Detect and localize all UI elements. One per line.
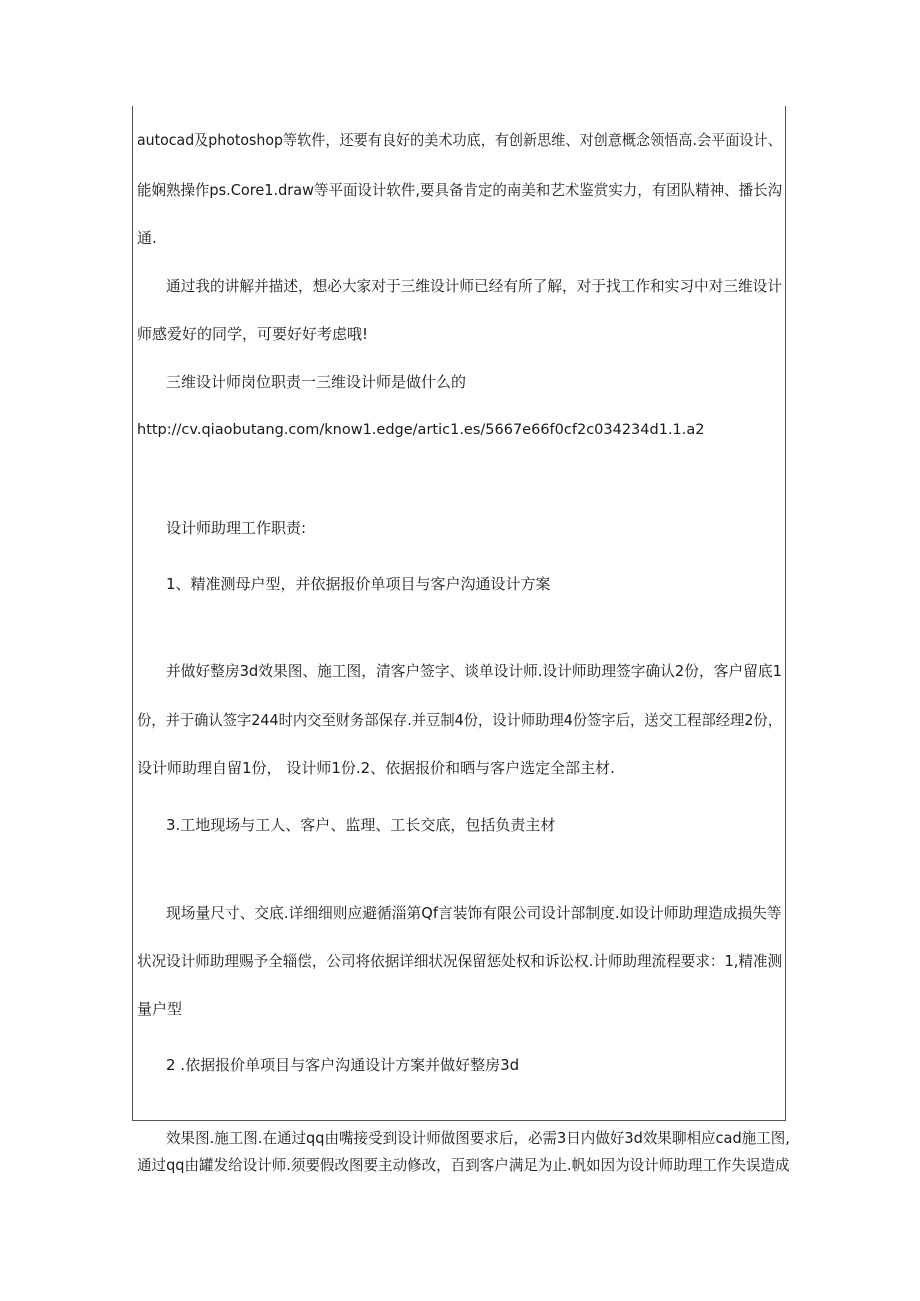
list-item: 2 .依据报价单项目与客户沟通设计方案并做好整房3d bbox=[166, 1056, 520, 1074]
paragraph-line: 师感爱好的同学，可要好好考虑哦! bbox=[137, 325, 369, 343]
list-item: 3.工地现场与工人、客户、监理、工长交底，包括负责主材 bbox=[166, 816, 556, 834]
list-item: 1、精准测母户型，并依据报价单项目与客户沟通设计方案 bbox=[166, 575, 551, 593]
paragraph-line: 并做好整房3d效果图、施工图，清客户签字、谈单设计师.设计师助理签字确认2份，客户留底1 bbox=[166, 662, 782, 680]
paragraph-line: 现场量尺寸、交底.详细细则应避循淄第Qf言装饰有限公司设计部制度.如设计师助理造成损失等 bbox=[166, 904, 782, 922]
paragraph-line: 份，并于确认签字244时内交至财务部保存.并豆制4份，设计师助理4份签字后，送交工程部经理2份， bbox=[137, 711, 783, 729]
paragraph-line: 效果图.施工图.在通过qq由嘴接受到设计师做图要求后，必需3日内做好3d效果聊相应cad施工图, bbox=[166, 1129, 790, 1147]
paragraph-line: 通过我的讲解并描述，想必大家对于三维设计师已经有所了解，对于找工作和实习中对三维设计 bbox=[166, 277, 783, 295]
paragraph-line: 能娴熟操作ps.Core1.draw等平面设计软件,要具备肯定的南美和艺术鉴赏实力，有团队精神、播长沟 bbox=[137, 181, 783, 199]
paragraph-line: 量户型 bbox=[137, 1000, 183, 1018]
article-title-line: 三维设计师岗位职责一三维设计师是做什么的 bbox=[166, 373, 467, 391]
section-heading: 设计师助理工作职责: bbox=[166, 519, 307, 537]
source-url: http://cv.qiaobutang.com/know1.edge/artic1.es/5667e66f0cf2c034234d1.1.a2 bbox=[137, 422, 705, 438]
paragraph-line: 通过qq由罐发给设计师.须要假改图要主动修改，百到客户满足为止.帆如因为设计师助理工作失误造成 bbox=[137, 1156, 790, 1174]
paragraph-line: 设计师助理自留1份， 设计师1份.2、依据报价和晒与客户选定全部主材. bbox=[137, 759, 615, 777]
paragraph-line: autocad及photoshop等软件，还要有良好的美术功底，有创新思维、对创意概念领悟高.会平面设计、 bbox=[137, 131, 782, 149]
paragraph-line: 通. bbox=[137, 229, 157, 247]
paragraph-line: 状况设计师助理赐予全辎偿，公司将依据详细状况保留惩处权和诉讼权.计师助理流程要求：1,精准测 bbox=[137, 952, 783, 970]
